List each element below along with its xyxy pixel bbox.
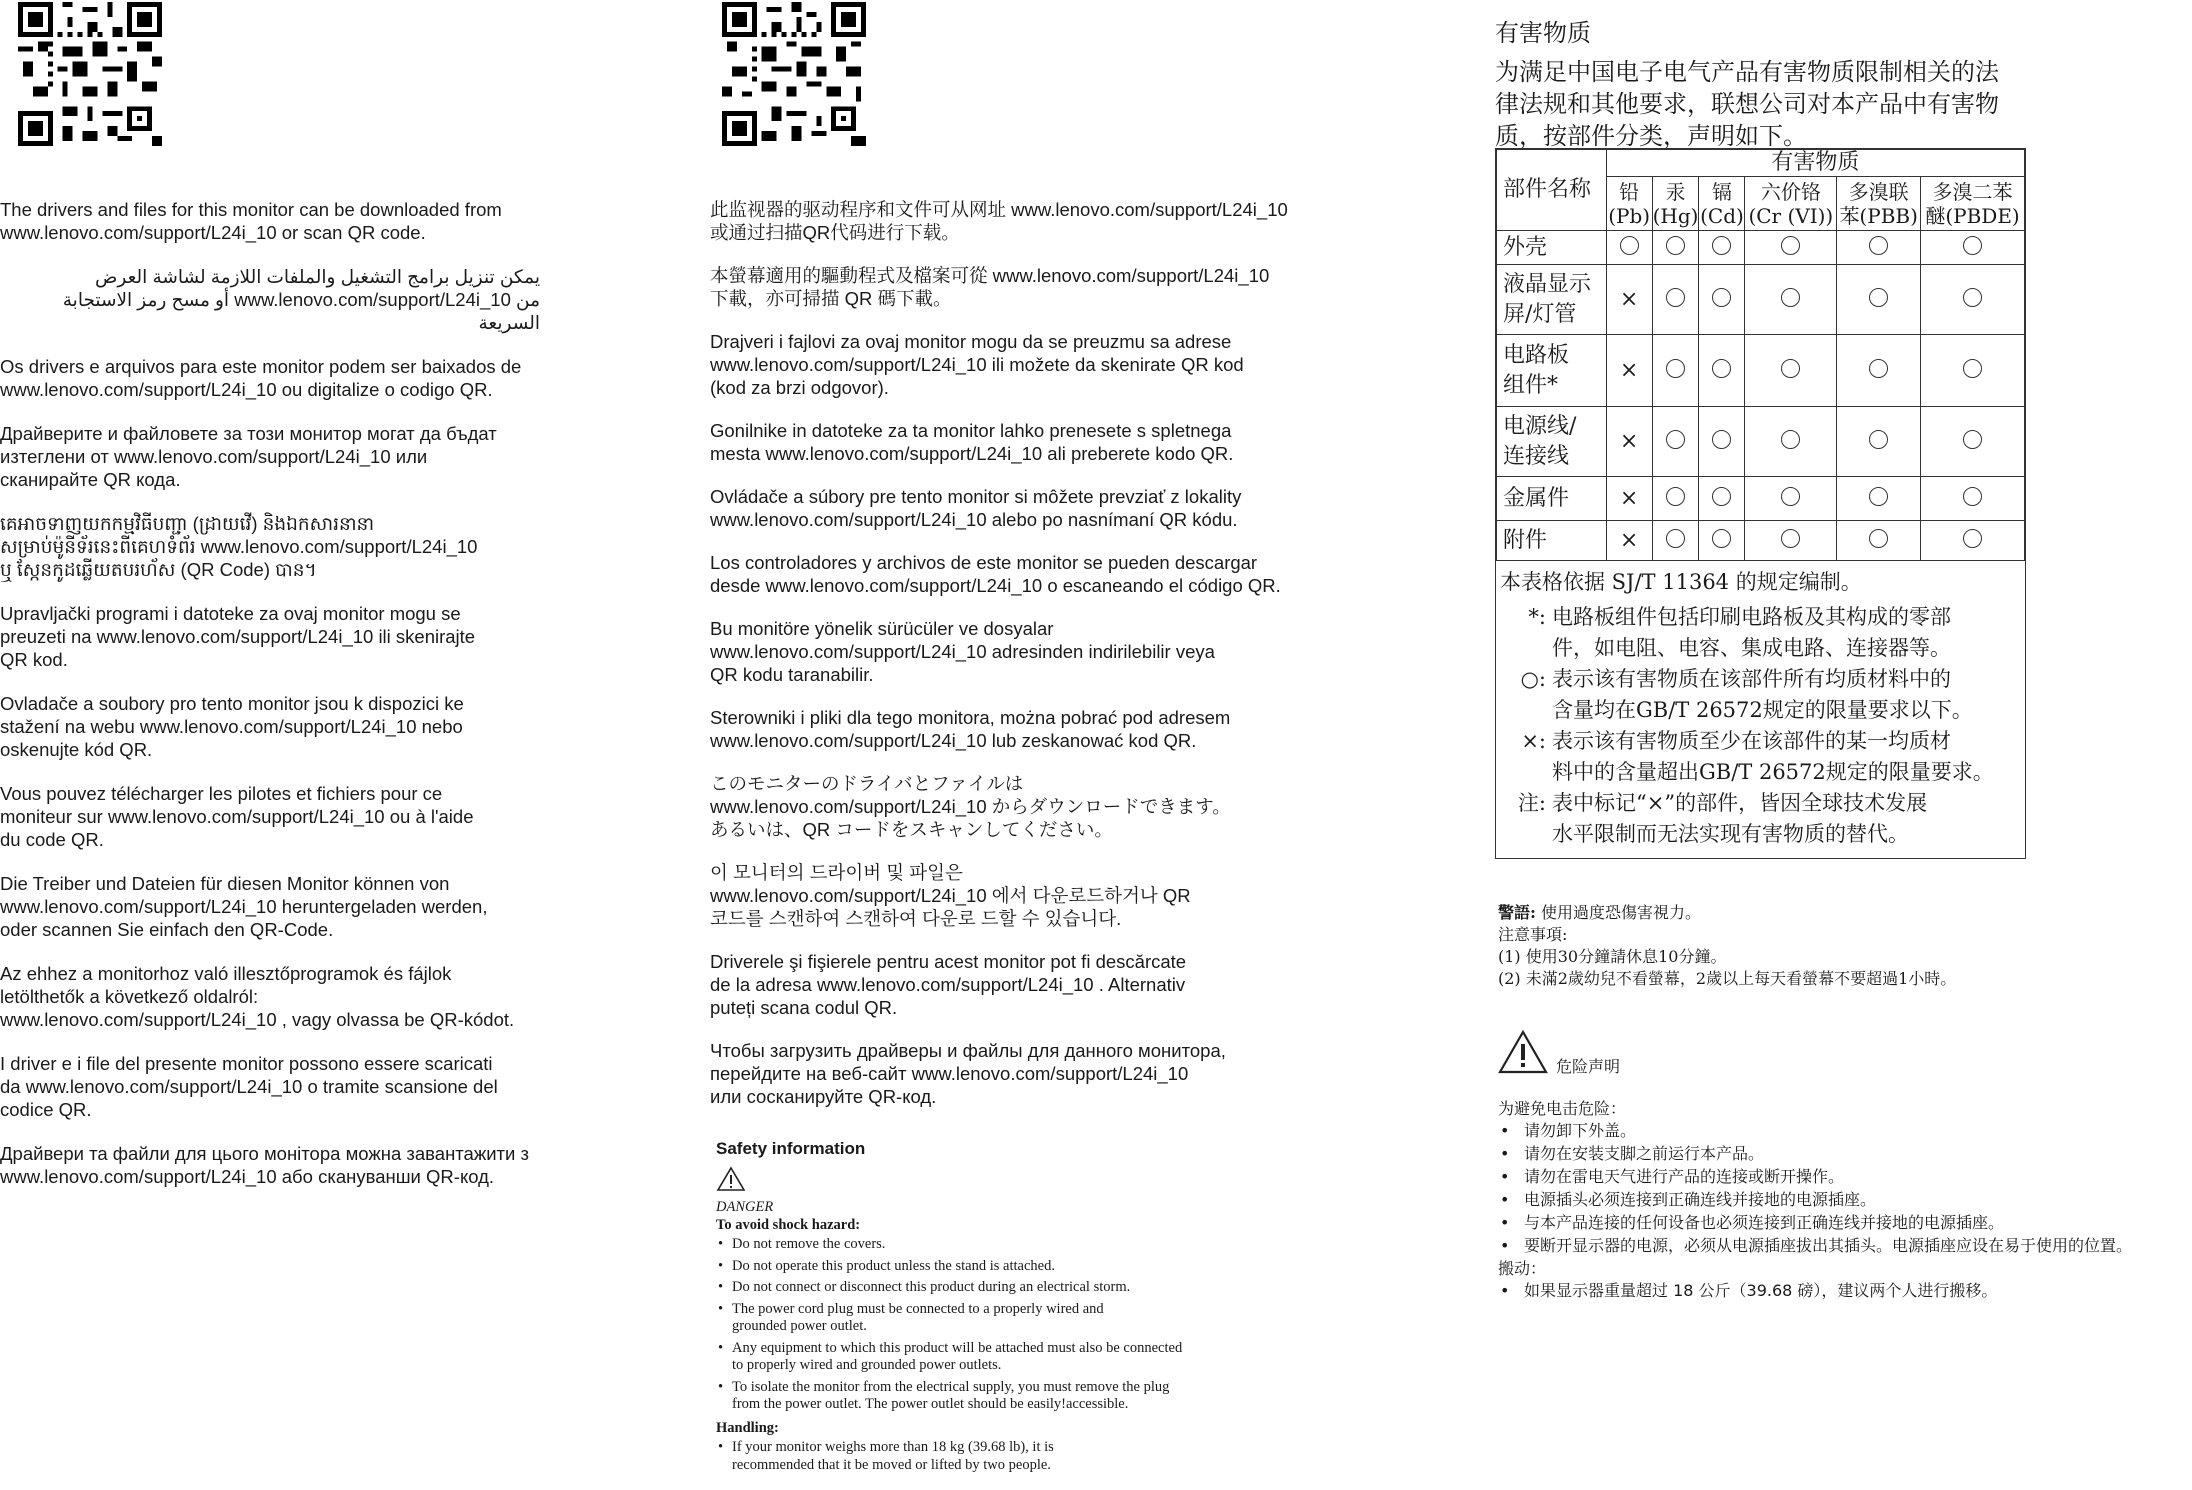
list-item: • 要断开显示器的电源，必须从电源插座拔出其插头。电源插座应设在易于使用的位置。 xyxy=(1498,1235,2192,1257)
substance-mark xyxy=(1921,231,2025,265)
substance-mark xyxy=(1921,335,2025,407)
part-name: 液晶显示 屏/灯管 xyxy=(1497,265,1607,335)
substance-mark xyxy=(1745,265,1837,335)
table-note xyxy=(1500,602,2019,664)
list-item: • The power cord plug must be connected to a properly wired and grounded power outlet. xyxy=(716,1301,1276,1336)
substance-mark xyxy=(1699,335,1745,407)
notice-khmer: គេអាចទាញយកកម្មវិធីបញ្ជា (ដ្រាយវើ) និងឯកសារនានា សម្រាប់ម៉ូនីទ័រនេះពីគេហទំព័រ www.lenovo.com/support/L24i_10 ឬ ស្កែនកូដឆ្លើយតបរហ័ស (QR Code) បាន។ xyxy=(0,513,478,580)
substance-mark xyxy=(1921,521,2025,561)
notice-arabic: يمكن تنزيل برامج التشغيل والملفات اللازمة لشاشة العرض من www.lenovo.com/support/L24i_10 أو مسح رمز الاستجابة السريعة xyxy=(62,266,540,333)
handling-list xyxy=(1498,1280,2192,1302)
circle-mark-icon xyxy=(1869,487,1888,506)
substance-mark xyxy=(1606,477,1652,521)
part-name: 电源线/ 连接线 xyxy=(1497,407,1607,477)
notice-turkish: Bu monitöre yönelik sürücüler ve dosyalar www.lenovo.com/support/L24i_10 adresinden indirilebilir veya QR kodu taranabilir. xyxy=(710,618,1215,685)
substance-mark xyxy=(1745,477,1837,521)
cross-mark: × xyxy=(1619,486,1639,511)
hazardous-substances-intro: 为满足中国电子电气产品有害物质限制相关的法 律法规和其他要求，联想公司对本产品中有害物 质，按部件分类，声明如下。 xyxy=(1495,58,1999,150)
circle-mark-icon xyxy=(1869,529,1888,548)
substance-header: 铅 (Pb) xyxy=(1606,177,1652,231)
substance-mark xyxy=(1606,335,1652,407)
notice-portuguese: Os drivers e arquivos para este monitor podem ser baixados de www.lenovo.com/support/L24i_10 ou digitalize o codigo QR. xyxy=(0,356,522,400)
table-note xyxy=(1500,726,2019,788)
substance-mark xyxy=(1745,521,1837,561)
substance-mark xyxy=(1745,407,1837,477)
safety-heading: Safety information xyxy=(716,1139,866,1158)
chinese-danger-statement xyxy=(1498,1030,2192,1303)
list-item: • 电源插头必须连接到正确连线并接地的电源插座。 xyxy=(1498,1189,2192,1211)
list-item: • 如果显示器重量超过 18 公斤（39.68 磅），建议两个人进行搬移。 xyxy=(1498,1280,2192,1302)
notice-serbian: Drajveri i fajlovi za ovaj monitor mogu da se preuzmu sa adrese www.lenovo.com/support/L24i_10 ili možete da skenirate QR kod (kod za brzi odgovor). xyxy=(710,331,1244,398)
part-name: 附件 xyxy=(1497,521,1607,561)
notice-russian: Чтобы загрузить драйверы и файлы для данного монитора, перейдите на веб-сайт www.lenovo.com/support/L24i_10 или сосканируйте QR-код. xyxy=(710,1040,1226,1107)
substance-mark xyxy=(1837,407,1921,477)
part-name: 金属件 xyxy=(1497,477,1607,521)
warning-triangle-icon xyxy=(1498,1030,1548,1080)
driver-download-notices-column-2 xyxy=(710,198,1350,1128)
notice-french: Vous pouvez télécharger les pilotes et fichiers pour ce moniteur sur www.lenovo.com/support/L24i_10 ou à l'aide du code QR. xyxy=(0,783,474,850)
list-item: • If your monitor weighs more than 18 kg (39.68 lb), it is recommended that it be moved or lifted by two people. xyxy=(716,1439,1276,1474)
danger-statement-title: 危险声明 xyxy=(1556,1057,1621,1076)
circle-mark-icon xyxy=(1666,529,1685,548)
table-row xyxy=(1497,335,2025,407)
table-row xyxy=(1497,265,2025,335)
warning-triangle-icon xyxy=(716,1166,1276,1198)
notice-bulgarian: Драйверите и файловете за този монитор могат да бъдат изтеглени от www.lenovo.com/support/L24i_10 или сканирайте QR кода. xyxy=(0,423,497,490)
circle-mark-icon xyxy=(1963,359,1982,378)
table-note xyxy=(1500,788,2019,850)
substance-mark xyxy=(1606,407,1652,477)
substance-mark xyxy=(1652,477,1699,521)
substance-mark xyxy=(1921,407,2025,477)
circle-mark-icon xyxy=(1712,430,1731,449)
circle-mark-icon xyxy=(1620,236,1639,255)
substance-mark xyxy=(1921,265,2025,335)
notice-simplified-chinese: 此监视器的驱动程序和文件可从网址 www.lenovo.com/support/L24i_10 或通过扫描QR代码进行下载。 xyxy=(710,199,1288,243)
list-item: • Any equipment to which this product will be attached must also be connected to properly wired and grounded power outlets. xyxy=(716,1340,1276,1375)
table-row xyxy=(1497,407,2025,477)
circle-mark-icon xyxy=(1781,288,1800,307)
table-note xyxy=(1500,664,2019,726)
substance-header: 汞 (Hg) xyxy=(1652,177,1699,231)
qr-code-graphic xyxy=(722,2,866,146)
substance-mark xyxy=(1837,335,1921,407)
substance-header: 六价铬 (Cr (VI)) xyxy=(1745,177,1837,231)
notice-korean: 이 모니터의 드라이버 및 파일은 www.lenovo.com/support/L24i_10 에서 다운로드하거나 QR 코드를 스캔하여 스캔하여 다운로 드할 수 있습니다. xyxy=(710,862,1191,929)
substance-header: 多溴联 苯(PBB) xyxy=(1837,177,1921,231)
table-row xyxy=(1497,231,2025,265)
note-text: 表示该有害物质在该部件所有均质材料中的 含量均在GB/T 26572规定的限量要求以下。 xyxy=(1552,667,1973,722)
warning-text: 使用過度恐傷害視力。 xyxy=(1535,903,1702,922)
circle-mark-icon xyxy=(1781,487,1800,506)
substance-mark xyxy=(1652,335,1699,407)
notice-english: The drivers and files for this monitor can be downloaded from www.lenovo.com/support/L24i_10 or scan QR code. xyxy=(0,199,502,243)
notice-slovak: Ovládače a súbory pre tento monitor si môžete prevziať z lokality www.lenovo.com/support/L24i_10 alebo po nasnímaní QR kódu. xyxy=(710,486,1242,530)
warning-label: 警語: xyxy=(1498,903,1536,922)
substance-group-header: 有害物质 xyxy=(1606,150,2024,177)
note-key: ×: xyxy=(1521,729,1546,753)
notice-traditional-chinese: 本螢幕適用的驅動程式及檔案可從 www.lenovo.com/support/L24i_10 下載，亦可掃描 QR 碼下載。 xyxy=(710,265,1270,309)
part-name: 外壳 xyxy=(1497,231,1607,265)
table-row xyxy=(1497,477,2025,521)
notes-title: 注意事項: xyxy=(1498,925,1568,944)
substance-mark xyxy=(1652,265,1699,335)
circle-mark-icon xyxy=(1712,288,1731,307)
note-line: (1) 使用30分鐘請休息10分鐘。 xyxy=(1498,947,1727,966)
cross-mark: × xyxy=(1619,429,1639,454)
hazardous-substances-table-box xyxy=(1495,148,2026,859)
circle-mark-icon xyxy=(1712,236,1731,255)
note-text: 表示该有害物质至少在该部件的某一均质材 料中的含量超出GB/T 26572规定的限量要求。 xyxy=(1552,729,1994,784)
handling-list xyxy=(716,1439,1276,1474)
note-key: 注: xyxy=(1517,791,1546,815)
circle-mark-icon xyxy=(1666,359,1685,378)
circle-mark-icon xyxy=(1666,236,1685,255)
list-item: • 请勿在安装支脚之前运行本产品。 xyxy=(1498,1143,2192,1165)
circle-mark-icon xyxy=(1781,430,1800,449)
part-name: 电路板 组件* xyxy=(1497,335,1607,407)
substance-mark xyxy=(1606,521,1652,561)
qr-code-graphic xyxy=(18,2,162,146)
circle-mark-icon xyxy=(1963,487,1982,506)
note-line: (2) 未滿2歲幼兒不看螢幕，2歲以上每天看螢幕不要超過1小時。 xyxy=(1498,969,1957,988)
substance-mark xyxy=(1837,231,1921,265)
substance-header: 多溴二苯 醚(PBDE) xyxy=(1921,177,2025,231)
note-key: ○: xyxy=(1520,667,1546,691)
circle-mark-icon xyxy=(1712,359,1731,378)
table-notes xyxy=(1496,561,2025,858)
note-text: 电路板组件包括印刷电路板及其构成的零部 件，如电阻、电容、集成电路、连接器等。 xyxy=(1552,605,1951,660)
list-item: • Do not operate this product unless the stand is attached. xyxy=(716,1258,1276,1276)
substance-mark xyxy=(1699,265,1745,335)
circle-mark-icon xyxy=(1666,487,1685,506)
hazardous-substances-table xyxy=(1496,149,2025,561)
list-item: • 与本产品连接的任何设备也必须连接到正确连线并接地的电源插座。 xyxy=(1498,1212,2192,1234)
circle-mark-icon xyxy=(1781,529,1800,548)
notice-czech: Ovladače a soubory pro tento monitor jsou k dispozici ke stažení na webu www.lenovo.com/support/L24i_10 nebo oskenujte kód QR. xyxy=(0,693,464,760)
cross-mark: × xyxy=(1619,287,1639,312)
substance-mark xyxy=(1837,477,1921,521)
substance-mark xyxy=(1699,521,1745,561)
substance-mark xyxy=(1921,477,2025,521)
substance-mark xyxy=(1745,335,1837,407)
circle-mark-icon xyxy=(1869,359,1888,378)
notice-slovenian: Gonilnike in datoteke za ta monitor lahko prenesete s spletnega mesta www.lenovo.com/support/L24i_10 ali preberete kodo QR. xyxy=(710,420,1234,464)
list-item: • 请勿卸下外盖。 xyxy=(1498,1120,2192,1142)
qr-code-middle xyxy=(722,2,866,146)
substance-mark xyxy=(1652,521,1699,561)
circle-mark-icon xyxy=(1666,288,1685,307)
list-item: • Do not remove the covers. xyxy=(716,1236,1276,1254)
circle-mark-icon xyxy=(1963,288,1982,307)
shock-hazard-title: To avoid shock hazard: xyxy=(716,1216,861,1233)
cross-mark: × xyxy=(1619,528,1639,553)
substance-header: 镉 (Cd) xyxy=(1699,177,1745,231)
circle-mark-icon xyxy=(1712,529,1731,548)
substance-mark xyxy=(1606,265,1652,335)
circle-mark-icon xyxy=(1869,236,1888,255)
driver-download-notices-column-1 xyxy=(0,198,540,1209)
circle-mark-icon xyxy=(1781,359,1800,378)
hazardous-substances-title: 有害物质 xyxy=(1495,19,1591,47)
hazardous-substances-section xyxy=(1495,18,2025,152)
circle-mark-icon xyxy=(1963,236,1982,255)
handling-title: 搬动： xyxy=(1498,1259,1547,1278)
notice-italian: I driver e i file del presente monitor possono essere scaricati da www.lenovo.com/support/L24i_10 o tramite scansione del codice QR. xyxy=(0,1053,498,1120)
substance-mark xyxy=(1699,477,1745,521)
notice-german: Die Treiber und Dateien für diesen Monitor können von www.lenovo.com/support/L24i_10 heruntergeladen werden, oder scannen Sie einfach den QR-Code. xyxy=(0,873,488,940)
substance-mark xyxy=(1699,231,1745,265)
list-item: • Do not connect or disconnect this product during an electrical storm. xyxy=(716,1279,1276,1297)
substance-mark xyxy=(1652,407,1699,477)
substance-mark xyxy=(1652,231,1699,265)
table-basis-note: 本表格依据 SJ/T 11364 的规定编制。 xyxy=(1500,570,1862,594)
substance-mark xyxy=(1699,407,1745,477)
handling-title: Handling: xyxy=(716,1419,779,1436)
notice-ukrainian: Драйвери та файли для цього монітора можна завантажити з www.lenovo.com/support/L24i_10 або скануванши QR-код. xyxy=(0,1143,529,1187)
notice-spanish: Los controladores y archivos de este monitor se pueden descargar desde www.lenovo.com/support/L24i_10 o escaneando el código QR. xyxy=(710,552,1281,596)
list-item: • 请勿在雷电天气进行产品的连接或断开操作。 xyxy=(1498,1166,2192,1188)
cross-mark: × xyxy=(1619,358,1639,383)
circle-mark-icon xyxy=(1781,236,1800,255)
substance-mark xyxy=(1745,231,1837,265)
substance-mark xyxy=(1837,521,1921,561)
substance-mark xyxy=(1837,265,1921,335)
danger-intro: 为避免电击危险： xyxy=(1498,1099,1627,1118)
circle-mark-icon xyxy=(1963,529,1982,548)
circle-mark-icon xyxy=(1712,487,1731,506)
circle-mark-icon xyxy=(1963,430,1982,449)
danger-label: DANGER xyxy=(716,1199,774,1215)
circle-mark-icon xyxy=(1666,430,1685,449)
shock-hazard-list xyxy=(716,1236,1276,1414)
circle-mark-icon xyxy=(1869,430,1888,449)
vision-warning xyxy=(1498,902,2098,990)
notice-hungarian: Az ehhez a monitorhoz való illesztőprogramok és fájlok letölthetők a következő oldalról: www.lenovo.com/support/L24i_10 , vagy olvassa be QR-kódot. xyxy=(0,963,515,1030)
circle-mark-icon xyxy=(1869,288,1888,307)
list-item: • To isolate the monitor from the electrical supply, you must remove the plug from the power outlet. The power outlet should be easily!accessible. xyxy=(716,1379,1276,1414)
notice-croatian: Upravljački programi i datoteke za ovaj monitor mogu se preuzeti na www.lenovo.com/support/L24i_10 ili skenirajte QR kod. xyxy=(0,603,476,670)
notice-japanese: このモニターのドライバとファイルは www.lenovo.com/support/L24i_10 からダウンロードできます。 あるいは、QR コードをスキャンしてください。 xyxy=(710,773,1231,840)
notice-polish: Sterowniki i pliki dla tego monitora, można pobrać pod adresem www.lenovo.com/support/L24i_10 lub zeskanować kod QR. xyxy=(710,707,1231,751)
substance-mark xyxy=(1606,231,1652,265)
note-text: 表中标记“×”的部件，皆因全球技术发展 水平限制而无法实现有害物质的替代。 xyxy=(1552,791,1928,846)
notice-romanian: Driverele şi fişierele pentru acest monitor pot fi descărcate de la adresa www.lenovo.com/support/L24i_10 . Alternativ puteți scana codul QR. xyxy=(710,951,1187,1018)
part-name-header: 部件名称 xyxy=(1497,150,1607,231)
table-row xyxy=(1497,521,2025,561)
safety-information xyxy=(716,1140,1276,1480)
note-key: *: xyxy=(1528,605,1546,629)
danger-list xyxy=(1498,1120,2192,1257)
qr-code-left xyxy=(18,2,162,146)
